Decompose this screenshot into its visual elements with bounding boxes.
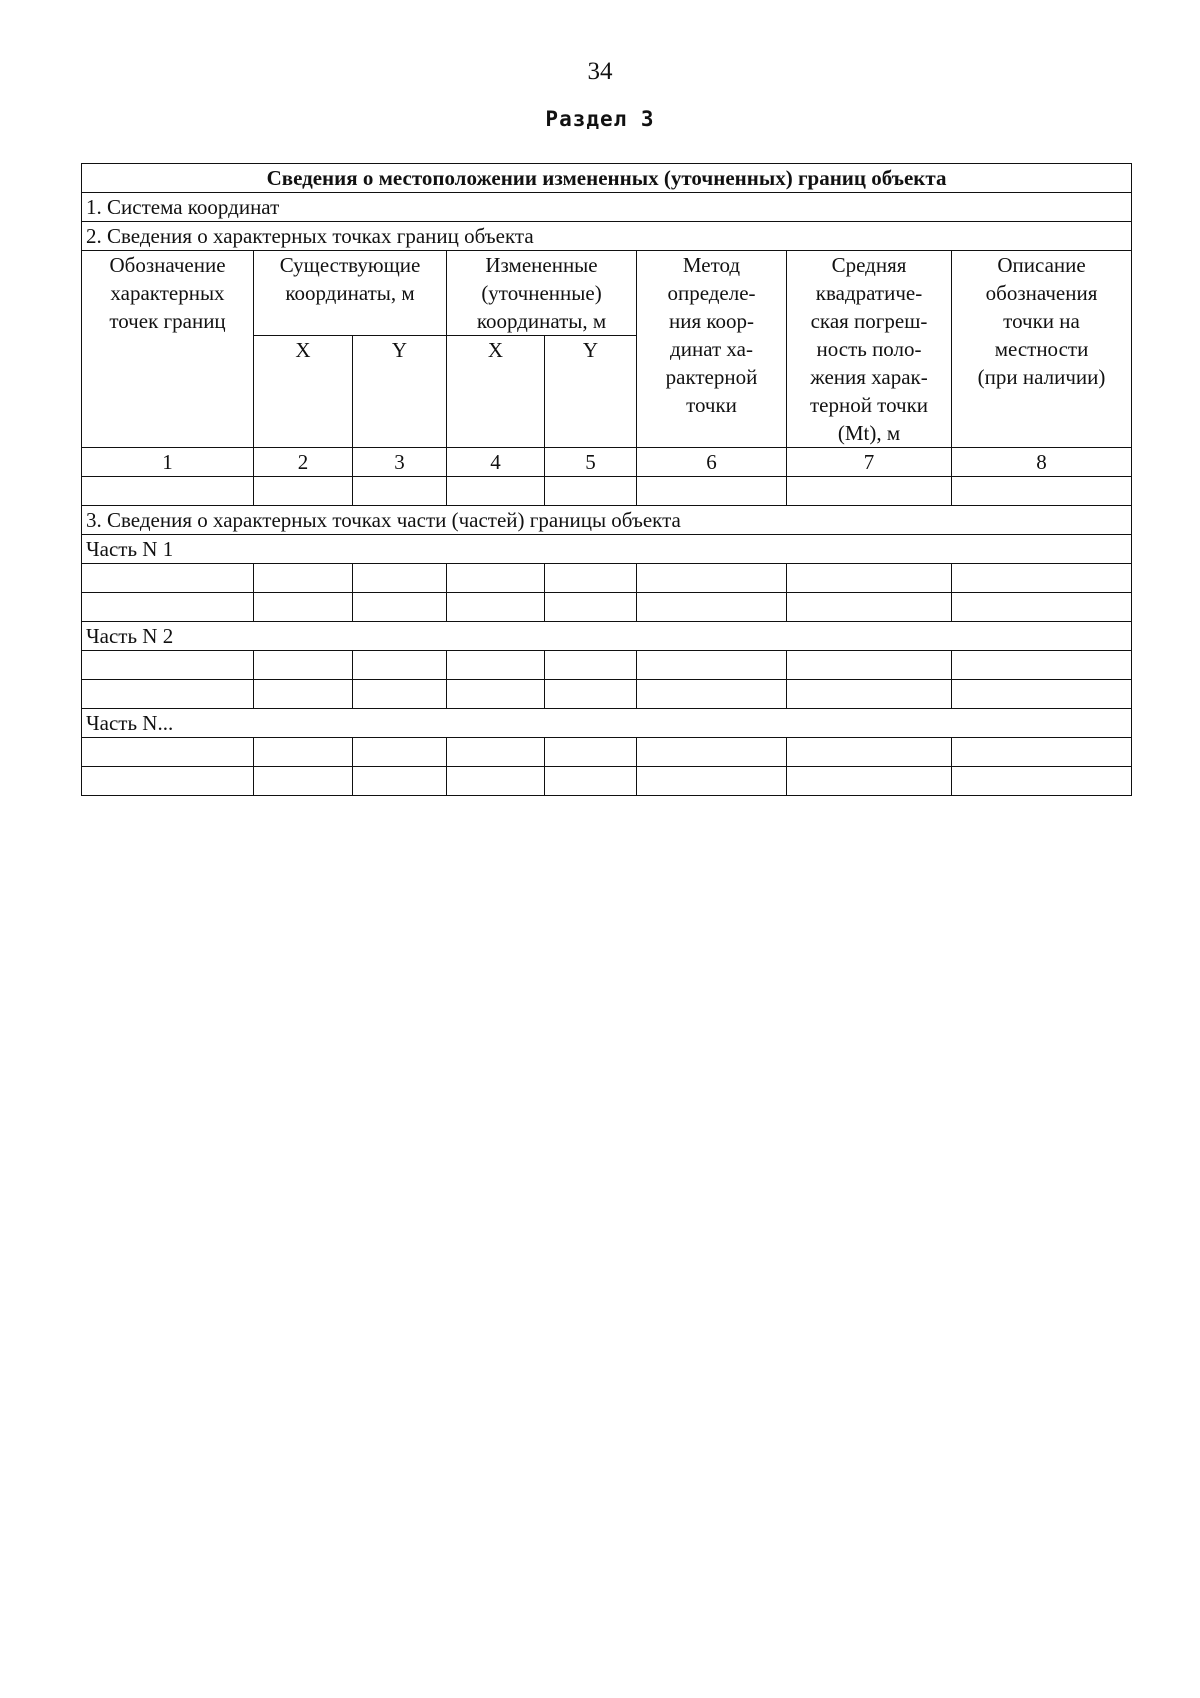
points-info-row bbox=[82, 222, 1132, 251]
table-cell[interactable] bbox=[545, 767, 637, 796]
table-cell[interactable] bbox=[82, 564, 254, 593]
table-cell[interactable] bbox=[254, 651, 353, 680]
table-cell[interactable] bbox=[353, 593, 447, 622]
table-cell[interactable] bbox=[952, 680, 1132, 709]
header-existing-y: Y bbox=[353, 336, 447, 448]
table-cell[interactable] bbox=[447, 564, 545, 593]
table-cell[interactable] bbox=[787, 564, 952, 593]
header-method: Метод определе- ния коор- динат ха- рактерной точки bbox=[637, 251, 787, 448]
table-cell[interactable] bbox=[952, 564, 1132, 593]
table-cell[interactable] bbox=[545, 738, 637, 767]
table-cell[interactable] bbox=[447, 680, 545, 709]
table-title: Сведения о местоположении измененных (уточненных) границ объекта bbox=[82, 164, 1132, 193]
table-cell[interactable] bbox=[447, 651, 545, 680]
table-cell[interactable] bbox=[952, 767, 1132, 796]
table-row bbox=[82, 680, 1132, 709]
table-cell[interactable] bbox=[637, 593, 787, 622]
table-cell[interactable] bbox=[82, 651, 254, 680]
table-cell[interactable] bbox=[353, 477, 447, 506]
table-cell[interactable] bbox=[787, 738, 952, 767]
table-row bbox=[82, 651, 1132, 680]
table-cell[interactable] bbox=[787, 767, 952, 796]
part-header-row bbox=[82, 709, 1132, 738]
part-label: Часть N 2 bbox=[82, 622, 1132, 651]
table-cell[interactable] bbox=[637, 738, 787, 767]
table-cell[interactable] bbox=[637, 767, 787, 796]
table-cell[interactable] bbox=[254, 767, 353, 796]
table-cell[interactable] bbox=[952, 738, 1132, 767]
table-cell[interactable] bbox=[254, 738, 353, 767]
table-title-row bbox=[82, 164, 1132, 193]
column-number: 8 bbox=[952, 448, 1132, 477]
header-point-designation: Обозначение характерных точек границ bbox=[82, 251, 254, 448]
section-title: Раздел 3 bbox=[545, 107, 655, 131]
coordinate-system-label: 1. Система координат bbox=[82, 193, 1132, 222]
table-cell[interactable] bbox=[82, 477, 254, 506]
table-cell[interactable] bbox=[952, 477, 1132, 506]
table-cell[interactable] bbox=[353, 738, 447, 767]
table-cell[interactable] bbox=[787, 593, 952, 622]
table-cell[interactable] bbox=[447, 738, 545, 767]
parts-info-label: 3. Сведения о характерных точках части (частей) границы объекта bbox=[82, 506, 1132, 535]
table-row bbox=[82, 564, 1132, 593]
table-cell[interactable] bbox=[254, 477, 353, 506]
table-cell[interactable] bbox=[637, 680, 787, 709]
table-row bbox=[82, 767, 1132, 796]
table-cell[interactable] bbox=[787, 477, 952, 506]
page-number: 34 bbox=[587, 58, 613, 85]
table-cell[interactable] bbox=[637, 477, 787, 506]
part-header-row bbox=[82, 622, 1132, 651]
column-number: 6 bbox=[637, 448, 787, 477]
header-point-description: Описание обозначения точки на местности (при наличии) bbox=[952, 251, 1132, 448]
table-cell[interactable] bbox=[254, 564, 353, 593]
table-cell[interactable] bbox=[353, 564, 447, 593]
parts-info-row bbox=[82, 506, 1132, 535]
table-cell[interactable] bbox=[952, 593, 1132, 622]
column-number: 7 bbox=[787, 448, 952, 477]
table-cell[interactable] bbox=[353, 767, 447, 796]
table-cell[interactable] bbox=[545, 564, 637, 593]
table-cell[interactable] bbox=[952, 651, 1132, 680]
table-row bbox=[82, 593, 1132, 622]
table-row bbox=[82, 738, 1132, 767]
column-number: 2 bbox=[254, 448, 353, 477]
table-cell[interactable] bbox=[254, 680, 353, 709]
table-cell[interactable] bbox=[82, 593, 254, 622]
table-cell[interactable] bbox=[637, 564, 787, 593]
part-label: Часть N 1 bbox=[82, 535, 1132, 564]
points-info-label: 2. Сведения о характерных точках границ объекта bbox=[82, 222, 1132, 251]
table-cell[interactable] bbox=[787, 651, 952, 680]
table-cell[interactable] bbox=[353, 680, 447, 709]
table-cell[interactable] bbox=[637, 651, 787, 680]
table-cell[interactable] bbox=[447, 477, 545, 506]
table-cell[interactable] bbox=[545, 680, 637, 709]
table-cell[interactable] bbox=[82, 767, 254, 796]
header-row-top bbox=[82, 251, 1132, 336]
column-numbers-row bbox=[82, 448, 1132, 477]
table-cell[interactable] bbox=[82, 738, 254, 767]
table-cell[interactable] bbox=[353, 651, 447, 680]
coordinate-system-row bbox=[82, 193, 1132, 222]
header-changed-coordinates: Измененные (уточненные) координаты, м bbox=[447, 251, 637, 336]
table-row bbox=[82, 477, 1132, 506]
table-cell[interactable] bbox=[447, 593, 545, 622]
column-number: 3 bbox=[353, 448, 447, 477]
column-number: 1 bbox=[82, 448, 254, 477]
table-cell[interactable] bbox=[254, 593, 353, 622]
boundary-form-table bbox=[81, 163, 1132, 796]
table-cell[interactable] bbox=[787, 680, 952, 709]
column-number: 4 bbox=[447, 448, 545, 477]
header-mean-square-error: Средняя квадратиче- ская погреш- ность поло- жения харак- терной точки (Mt), м bbox=[787, 251, 952, 448]
header-existing-coordinates: Существующие координаты, м bbox=[254, 251, 447, 336]
header-changed-y: Y bbox=[545, 336, 637, 448]
table-cell[interactable] bbox=[545, 477, 637, 506]
column-number: 5 bbox=[545, 448, 637, 477]
table-cell[interactable] bbox=[545, 593, 637, 622]
header-changed-x: X bbox=[447, 336, 545, 448]
table-cell[interactable] bbox=[545, 651, 637, 680]
table-cell[interactable] bbox=[447, 767, 545, 796]
table-cell[interactable] bbox=[82, 680, 254, 709]
header-existing-x: X bbox=[254, 336, 353, 448]
part-header-row bbox=[82, 535, 1132, 564]
part-label: Часть N... bbox=[82, 709, 1132, 738]
